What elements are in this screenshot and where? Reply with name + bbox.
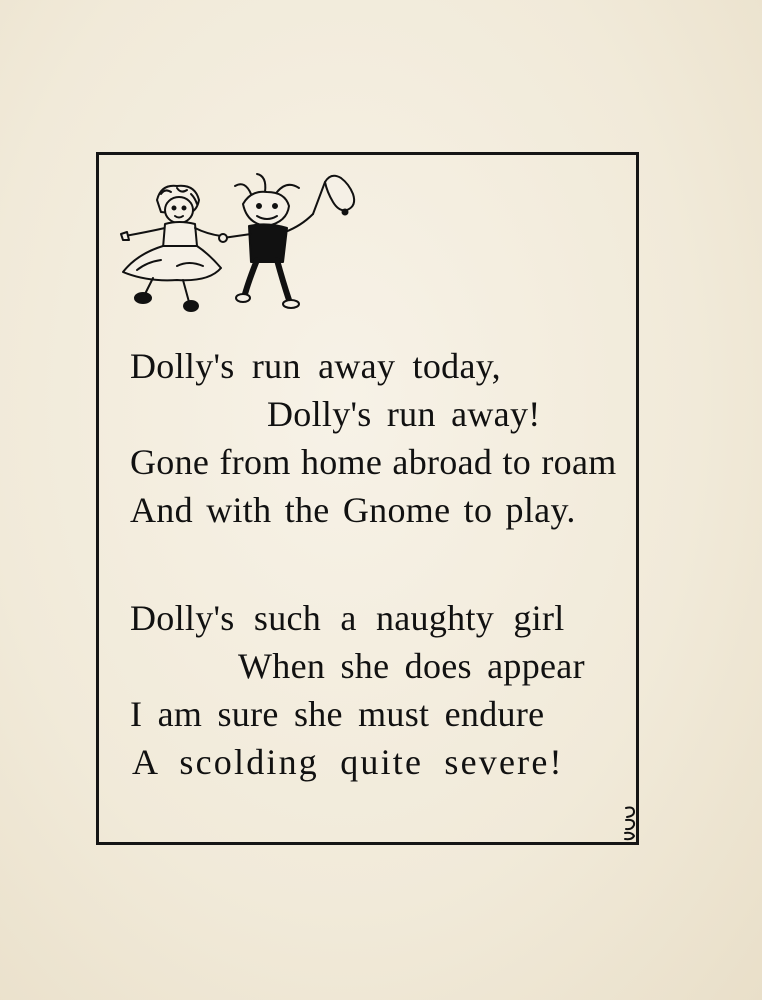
poem-line: Dolly's such a naughty girl <box>130 598 565 638</box>
poem-line: And with the Gnome to play. <box>130 490 576 530</box>
artist-monogram-icon <box>622 804 638 842</box>
poem-line: Gone from home abroad to roam <box>130 442 617 482</box>
poem-line: A scolding quite severe! <box>132 742 564 782</box>
poem-line: Dolly's run away! <box>267 394 541 434</box>
poem-line: I am sure she must endure <box>130 694 545 734</box>
poem-line: Dolly's run away today, <box>130 346 501 386</box>
poem-line: When she does appear <box>238 646 585 686</box>
